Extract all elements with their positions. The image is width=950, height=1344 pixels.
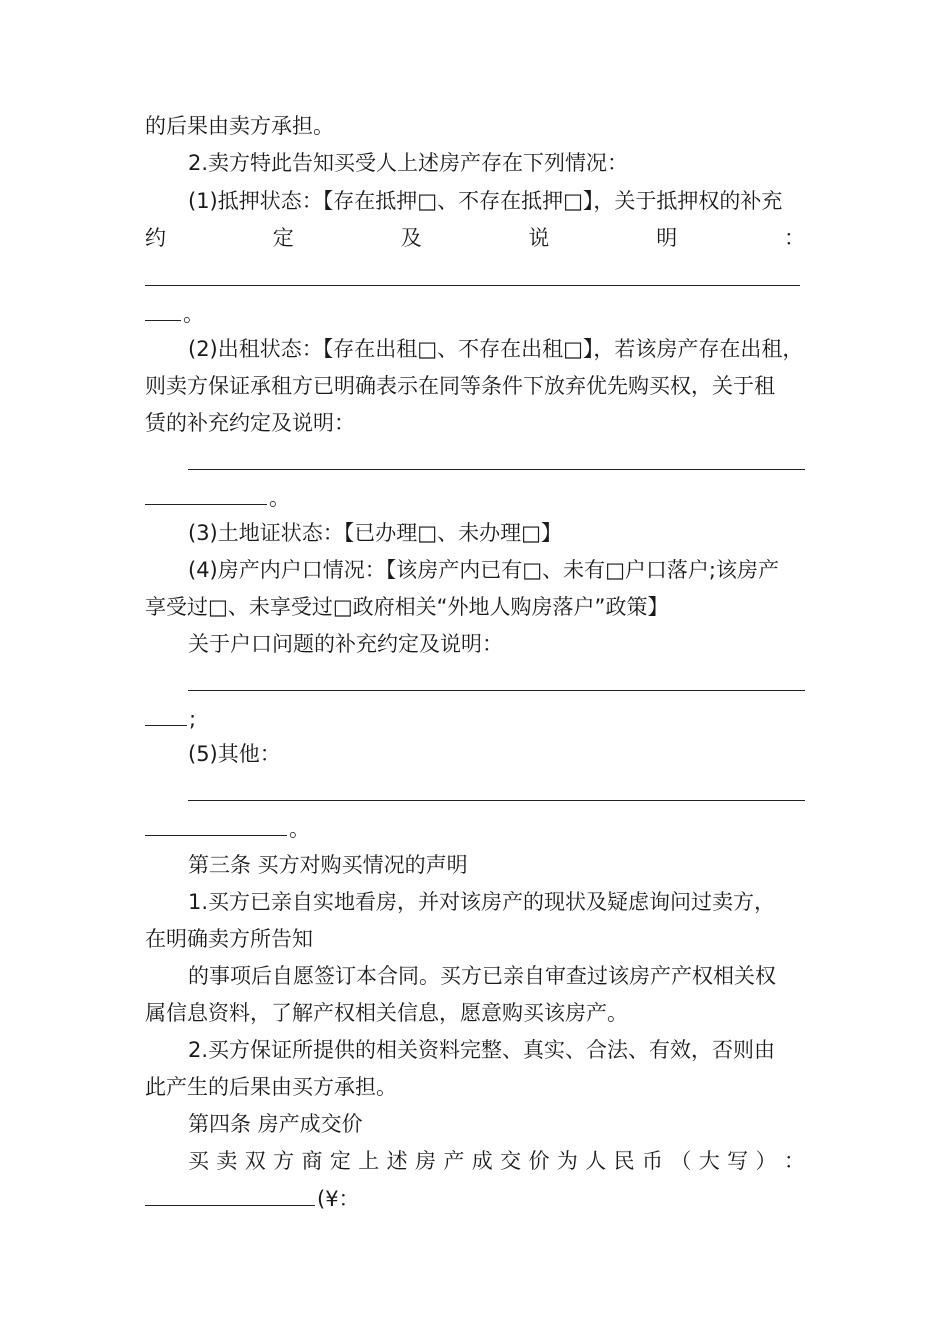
spread-char: 人 [585, 1149, 607, 1173]
blank-line-end [145, 1185, 360, 1213]
spread-char: 定 [329, 1149, 351, 1173]
spread-char: 产 [443, 1149, 465, 1173]
punct: 。 [289, 817, 310, 841]
blank-line-end [145, 815, 310, 843]
spread-char: 定 [272, 226, 294, 250]
blank-line [188, 800, 805, 801]
text-line: 2.买方保证所提供的相关资料完整、真实、合法、有效，否则由 [188, 1038, 776, 1062]
spread-char: 卖 [216, 1149, 238, 1173]
blank-line-end [145, 300, 204, 328]
spread-char: 为 [556, 1149, 578, 1173]
spread-char: （ [670, 1149, 692, 1173]
text-line: (4)房产内户口情况：【该房产内已有□、未有□户口落户;该房产 [188, 558, 780, 582]
spread-char: 商 [301, 1149, 323, 1173]
spread-char: 明 [656, 226, 678, 250]
punct: (¥： [317, 1187, 360, 1211]
blank-line [145, 285, 800, 286]
text-line: (1)抵押状态：【存在抵押□、不存在抵押□】，关于抵押权的补充 [188, 189, 783, 213]
spread-char: 交 [500, 1149, 522, 1173]
text-line: 则卖方保证承租方已明确表示在同等条件下放弃优先购买权，关于租 [145, 374, 775, 398]
text-line: (3)土地证状态：【已办理□、未办理□】 [188, 521, 562, 545]
blank-line [188, 469, 805, 470]
punct: 。 [183, 302, 204, 326]
spread-char: 买 [188, 1149, 209, 1173]
section-heading: 第四条 房产成交价 [188, 1112, 363, 1136]
spread-char: 价 [528, 1149, 550, 1173]
text-line: 在明确卖方所告知 [145, 927, 313, 951]
spread-char: 民 [613, 1149, 635, 1173]
spread-char: ： [783, 226, 805, 250]
spread-char: 币 [642, 1149, 663, 1173]
spread-line-price [188, 1147, 805, 1175]
spread-char: 说 [528, 226, 550, 250]
spread-char: 大 [698, 1149, 720, 1173]
text-line: (5)其他： [188, 742, 281, 766]
spread-char: 成 [471, 1149, 493, 1173]
text-line: 2.卖方特此告知买受人上述房产存在下列情况： [188, 151, 629, 175]
spread-char: 及 [400, 226, 422, 250]
spread-char: 双 [244, 1149, 266, 1173]
section-heading: 第三条 买方对购买情况的声明 [188, 853, 468, 877]
spread-char: 约 [145, 226, 166, 250]
blank-line [188, 690, 805, 691]
spread-char: 房 [415, 1149, 436, 1173]
spread-char: ） [755, 1149, 777, 1173]
blank-line-end [145, 705, 196, 733]
text-line: 赁的补充约定及说明： [145, 411, 355, 435]
spread-char: 写 [727, 1149, 749, 1173]
text-line: (2)出租状态：【存在出租□、不存在出租□】，若该房产存在出租， [188, 337, 804, 361]
spread-char: ： [783, 1149, 805, 1173]
spread-char: 方 [273, 1149, 295, 1173]
text-line: 的事项后自愿签订本合同。买方已亲自审查过该房产产权相关权 [188, 964, 776, 988]
text-line: 此产生的后果由买方承担。 [145, 1075, 397, 1099]
spread-char: 上 [358, 1149, 380, 1173]
text-line: 的后果由卖方承担。 [145, 114, 334, 138]
spread-line-agreement [145, 224, 805, 252]
text-line: 关于户口问题的补充约定及说明： [188, 632, 503, 656]
punct: ; [189, 707, 197, 731]
text-line: 1.买方已亲自实地看房，并对该房产的现状及疑虑询问过卖方， [188, 890, 776, 914]
spread-char: 述 [386, 1149, 408, 1173]
text-line: 享受过□、未享受过□政府相关“外地人购房落户”政策】 [145, 595, 669, 619]
punct: 。 [269, 486, 290, 510]
blank-line-end [145, 484, 290, 512]
text-line: 属信息资料，了解产权相关信息，愿意购买该房产。 [145, 1001, 628, 1025]
